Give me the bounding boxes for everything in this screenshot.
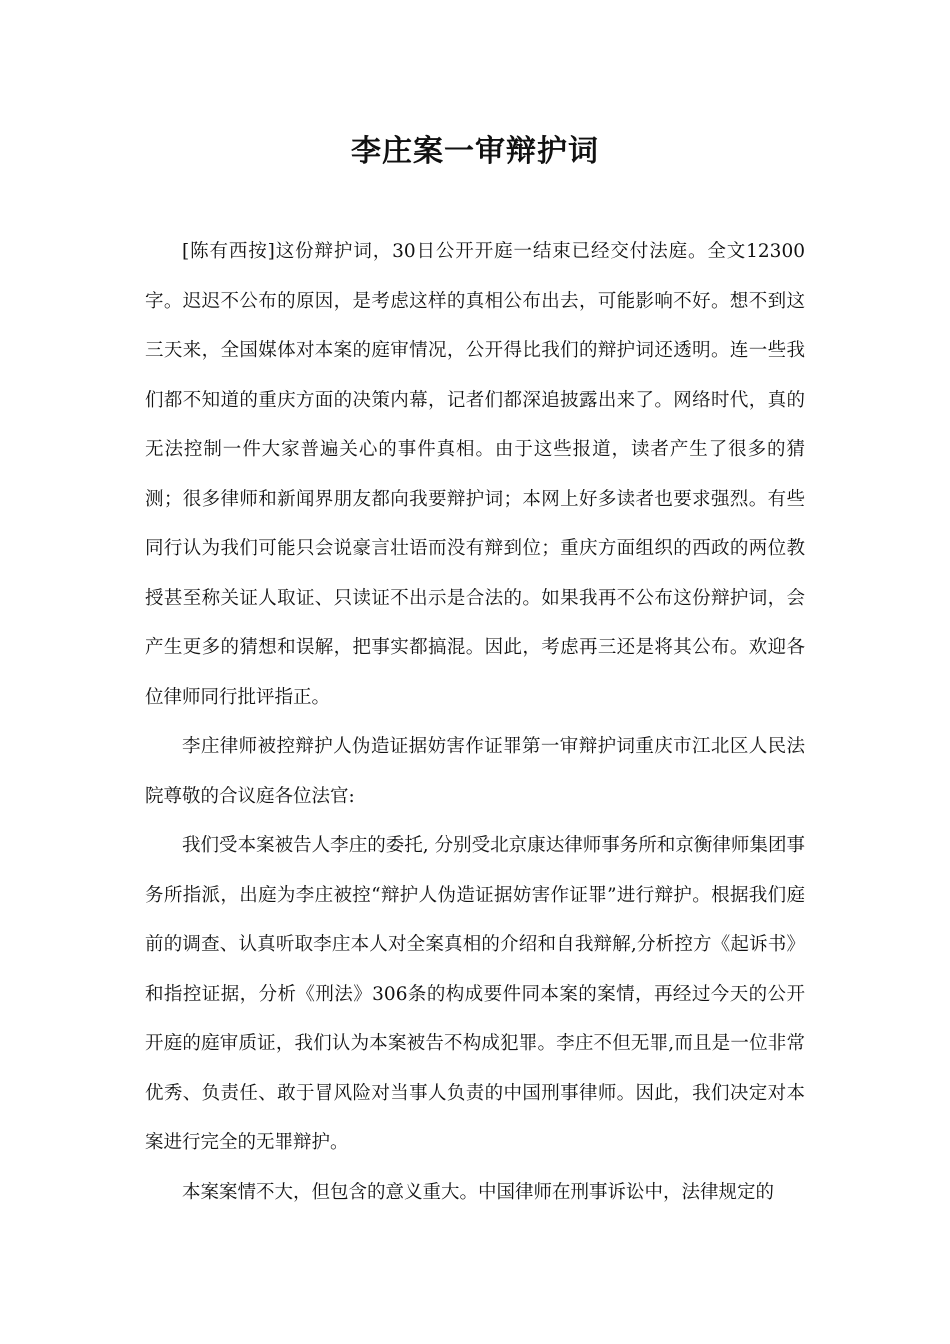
paragraph-defense-intro: 我们受本案被告人李庄的委托, 分别受北京康达律师事务所和京衡律师集团事务所指派，出庭为李庄被控“辩护人伪造证据妨害作证罪”进行辩护。根据我们庭前的调查、认真听取李庄本人对全案真相的介绍和自我辩解,分析控方《起诉书》和指控证据，分析《刑法》306条的构成要件同本案的案情，再经过今天的公开开庭的庭审质证，我们认为本案被告不构成犯罪。李庄不但无罪,而且是一位非常优秀、负责任、敢于冒风险对当事人负责的中国刑事律师。因此，我们决定对本案进行完全的无罪辩护。 [145, 835, 805, 1153]
document-body [145, 227, 805, 1217]
paragraph-case-significance: 本案案情不大，但包含的意义重大。中国律师在刑事诉讼中，法律规定的 [182, 1181, 775, 1203]
paragraph-heading-salutation: 李庄律师被控辩护人伪造证据妨害作证罪第一审辩护词重庆市江北区人民法院尊敬的合议庭各位法官: [145, 736, 805, 807]
document-title: 李庄案一审辩护词 [351, 134, 599, 169]
paragraph-editor-note: [陈有西按]这份辩护词，30日公开开庭一结束已经交付法庭。全文12300字。迟迟不公布的原因，是考虑这样的真相公布出去，可能影响不好。想不到这三天来，全国媒体对本案的庭审情况，公开得比我们的辩护词还透明。连一些我们都不知道的重庆方面的决策内幕，记者们都深追披露出来了。网络时代，真的无法控制一件大家普遍关心的事件真相。由于这些报道，读者产生了很多的猜测；很多律师和新闻界朋友都向我要辩护词；本网上好多读者也要求强烈。有些同行认为我们可能只会说豪言壮语而没有辩到位；重庆方面组织的西政的两位教授甚至称关证人取证、只读证不出示是合法的。如果我再不公布这份辩护词，会产生更多的猜想和误解，把事实都搞混。因此，考虑再三还是将其公布。欢迎各位律师同行批评指正。 [145, 241, 805, 708]
